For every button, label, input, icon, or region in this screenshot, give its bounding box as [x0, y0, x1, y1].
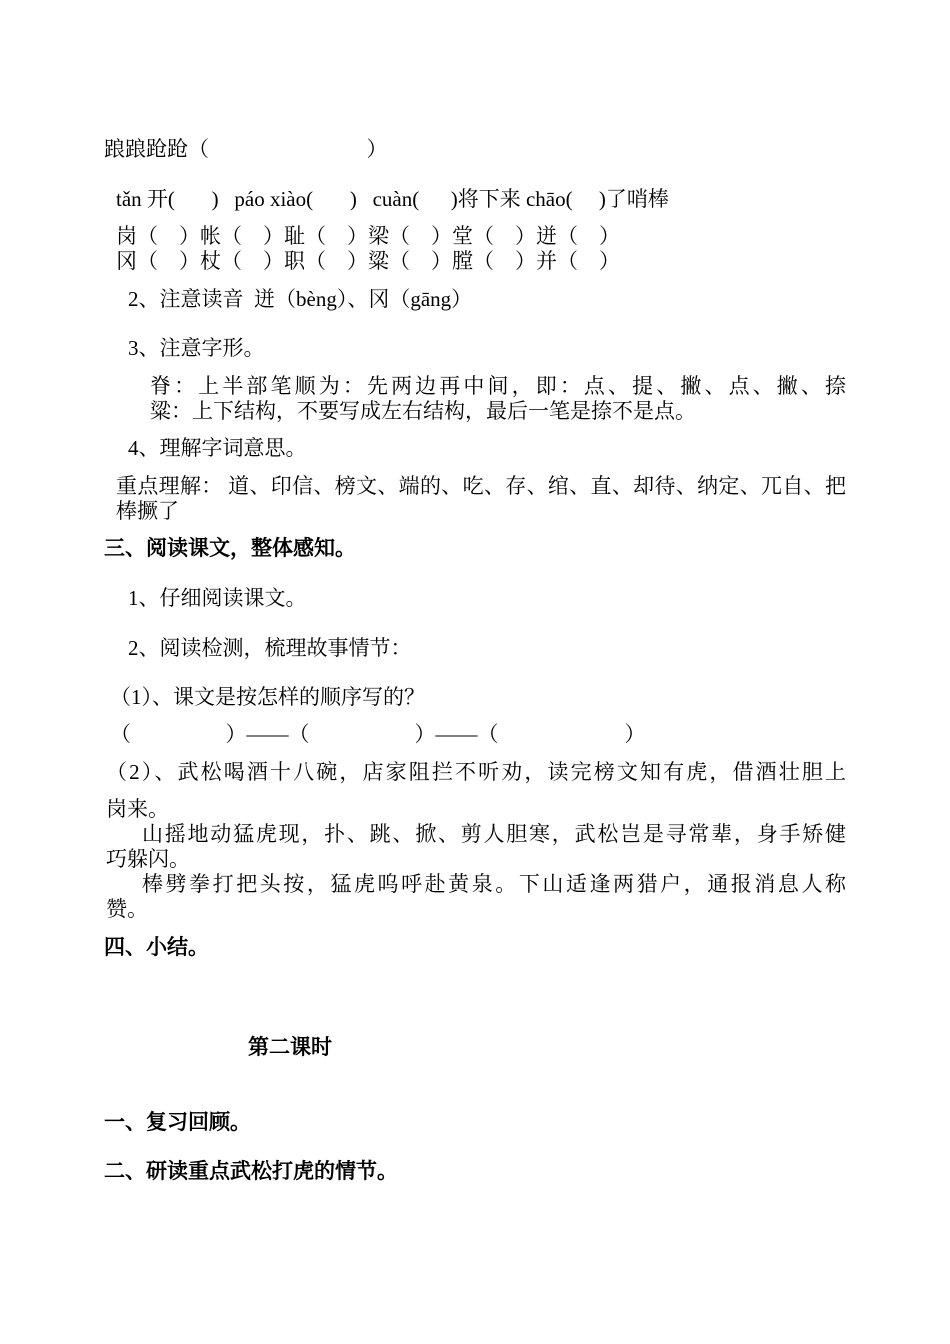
pronunciation-note: 2、注意读音 迸（bèng）、冈（gāng） [128, 287, 473, 311]
item-read-check: 2、阅读检测，梳理故事情节： [128, 636, 412, 660]
verse-2-line-1: 山摇地动猛虎现，扑、跳、掀、剪人胆寒，武松岂是寻常辈，身手矫健 [142, 822, 846, 846]
glyph-heading: 3、注意字形。 [128, 336, 265, 360]
char-compare-row-1: 岗（ ）帐（ ）耻（ ）梁（ ）堂（ ）迸（ ） [116, 224, 620, 248]
item-read-text: 1、仔细阅读课文。 [128, 586, 307, 610]
vocab-line-1: 踉踉跄跄（ ） [104, 137, 388, 161]
section-4-heading: 四、小结。 [104, 935, 209, 959]
key-words-line-1: 重点理解： 道、印信、榜文、端的、吃、存、绾、直、却待、纳定、兀自、把 [116, 474, 846, 498]
section-3-heading: 三、阅读课文，整体感知。 [104, 536, 356, 560]
lesson-2-title: 第二课时 [248, 1035, 332, 1059]
verse-3-line-2: 赞。 [106, 897, 148, 921]
study-heading: 二、研读重点武松打虎的情节。 [104, 1159, 398, 1183]
pinyin-line: tǎn 开( ) páo xiào( ) cuàn( )将下来 chāo( )了哨棒 [116, 187, 669, 211]
glyph-note-2: 粱：上下结构，不要写成左右结构，最后一笔是捺不是点。 [150, 399, 696, 423]
question-1: （1）、课文是按怎样的顺序写的？ [110, 685, 425, 709]
char-compare-row-2: 冈（ ）杖（ ）职（ ）粱（ ）膛（ ）并（ ） [116, 249, 620, 273]
key-words-line-2: 棒撅了 [116, 499, 179, 523]
sequence-blanks: （ ）——（ ）——（ ） [110, 722, 646, 746]
glyph-note-1: 脊：上半部笔顺为：先两边再中间，即：点、提、撇、点、撇、捺 [150, 374, 846, 398]
review-heading: 一、复习回顾。 [104, 1110, 251, 1134]
verse-3-line-1: 棒劈拳打把头按，猛虎呜呼赴黄泉。下山适逢两猎户，通报消息人称 [142, 872, 846, 896]
question-2-line-1: （2）、武松喝酒十八碗，店家阻拦不听劝，读完榜文知有虎，借酒壮胆上 [106, 760, 846, 784]
verse-2-line-2: 巧躲闪。 [106, 847, 190, 871]
question-2-line-2: 岗来。 [106, 797, 169, 821]
meaning-heading: 4、理解字词意思。 [128, 436, 307, 460]
